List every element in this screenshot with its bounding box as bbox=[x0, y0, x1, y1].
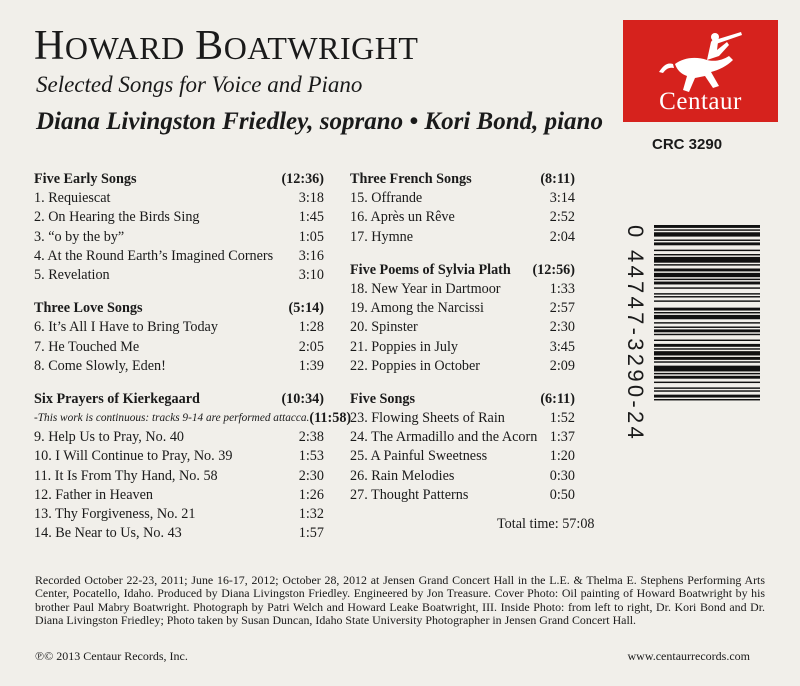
barcode-bar bbox=[654, 232, 760, 236]
composer-first-rest: OWARD bbox=[64, 30, 185, 66]
track-row bbox=[34, 447, 324, 466]
barcode-bar bbox=[654, 399, 760, 400]
work-title-time: (5:14) bbox=[288, 300, 324, 317]
barcode-bar bbox=[654, 373, 760, 374]
barcode-bar bbox=[654, 264, 760, 265]
barcode-digits bbox=[623, 225, 652, 465]
work-title-label: Five Songs bbox=[350, 390, 416, 407]
barcode-bar bbox=[654, 240, 760, 241]
track-row bbox=[34, 266, 324, 285]
barcode-bar bbox=[654, 279, 760, 280]
barcode-bar bbox=[654, 361, 760, 362]
track-row-label: 19. Among the Narcissi bbox=[350, 300, 484, 317]
track-row bbox=[350, 318, 575, 337]
track-row-time: 3:45 bbox=[549, 338, 575, 355]
track-row-label: 10. I Will Continue to Pray, No. 39 bbox=[34, 448, 233, 465]
album-subtitle: Selected Songs for Voice and Piano bbox=[36, 72, 363, 97]
work-title-label: Three French Songs bbox=[350, 171, 472, 187]
catalog-number: CRC 3290 bbox=[652, 136, 723, 153]
track-row-label: 16. Après un Rêve bbox=[350, 209, 455, 226]
barcode-bar bbox=[654, 315, 760, 319]
barcode-bar bbox=[654, 387, 760, 388]
track-row-label: 13. Thy Forgiveness, No. 21 bbox=[34, 506, 196, 522]
track-row-time: 3:10 bbox=[298, 266, 324, 283]
barcode-bar bbox=[654, 340, 760, 341]
barcode-bar bbox=[654, 351, 760, 355]
barcode-bar bbox=[654, 282, 760, 285]
track-row bbox=[350, 486, 575, 505]
track-row bbox=[350, 338, 575, 357]
track-row-time: 2:38 bbox=[298, 429, 324, 446]
track-row-label: 4. At the Round Earth’s Imagined Corners bbox=[34, 247, 274, 264]
track-row bbox=[350, 467, 575, 486]
barcode-bar bbox=[654, 269, 760, 272]
centaur-logo bbox=[623, 20, 778, 122]
track-row bbox=[34, 486, 324, 505]
track-row-label: 25. A Painful Sweetness bbox=[350, 448, 488, 465]
work-title bbox=[34, 299, 324, 318]
track-row-label: 5. Revelation bbox=[34, 266, 110, 283]
barcode-bar bbox=[654, 327, 760, 328]
track-row-label: 20. Spinster bbox=[350, 319, 418, 336]
work-title-time: (8:11) bbox=[540, 171, 575, 187]
work-title-time: (6:11) bbox=[540, 390, 575, 407]
track-row-time: 1:45 bbox=[298, 209, 324, 226]
composer-last-rest: OATWRIGHT bbox=[223, 30, 419, 66]
track-row-time: 1:05 bbox=[298, 228, 324, 245]
track-row bbox=[34, 247, 324, 266]
work-title bbox=[350, 170, 575, 189]
track-row bbox=[34, 338, 324, 357]
track-row-time: 2:04 bbox=[549, 228, 575, 245]
barcode-bar bbox=[654, 344, 760, 347]
track-row bbox=[34, 467, 324, 486]
track-row-label: 21. Poppies in July bbox=[350, 338, 458, 355]
tracklist-left bbox=[34, 170, 352, 543]
track-row-time: 2:52 bbox=[549, 209, 575, 226]
barcode-bar bbox=[654, 312, 760, 313]
track-row bbox=[350, 280, 575, 299]
barcode-bar bbox=[654, 329, 760, 332]
track-row-time: 1:26 bbox=[298, 486, 324, 503]
track-row-label: 17. Hymne bbox=[350, 228, 414, 245]
track-row-time: 2:57 bbox=[549, 300, 575, 317]
barcode-bar bbox=[654, 287, 760, 288]
barcode-bar bbox=[654, 308, 760, 311]
barcode-bar bbox=[654, 273, 760, 277]
work-title-time: (10:34) bbox=[281, 390, 324, 407]
work-note-time: (11:58) bbox=[309, 410, 352, 427]
barcode-bar bbox=[654, 229, 760, 230]
track-row-time: 0:30 bbox=[549, 467, 575, 484]
website-link[interactable]: www.centaurrecords.com bbox=[627, 649, 750, 663]
track-row-label: 27. Thought Patterns bbox=[350, 486, 469, 503]
barcode-number: 0 44747-3290-24 bbox=[623, 225, 648, 443]
barcode-bar bbox=[654, 225, 760, 228]
track-row-time: 0:50 bbox=[549, 486, 575, 503]
work-title-time: (12:56) bbox=[532, 261, 575, 278]
barcode-bar bbox=[654, 366, 760, 372]
track-row bbox=[350, 228, 575, 247]
logo-text: Centaur bbox=[659, 88, 742, 115]
track-row-time: 1:37 bbox=[549, 429, 575, 446]
track-row-label: 15. Offrande bbox=[350, 190, 423, 207]
track-row-label: 26. Rain Melodies bbox=[350, 467, 455, 484]
track-row-time: 3:14 bbox=[549, 190, 575, 207]
performers-line: Diana Livingston Friedley, soprano • Kori Bond, piano bbox=[36, 108, 603, 135]
work-title bbox=[350, 261, 575, 280]
barcode-bar bbox=[654, 257, 760, 263]
barcode-bar bbox=[654, 254, 760, 255]
track-row-label: 1. Requiescat bbox=[34, 190, 111, 207]
barcode-bar bbox=[654, 357, 760, 360]
track-row-label: 6. It’s All I Have to Bring Today bbox=[34, 319, 218, 336]
work-title bbox=[34, 390, 324, 409]
barcode bbox=[623, 225, 758, 465]
track-row bbox=[350, 357, 575, 376]
barcode-bar bbox=[654, 376, 760, 379]
track-row-time: 2:05 bbox=[298, 338, 324, 355]
tracklist-right bbox=[350, 170, 575, 505]
track-row-label: 7. He Touched Me bbox=[34, 338, 140, 355]
work-title-time: (12:36) bbox=[281, 171, 324, 187]
barcode-bar bbox=[654, 250, 760, 251]
track-row bbox=[34, 189, 324, 208]
track-row-label: 2. On Hearing the Birds Sing bbox=[34, 209, 200, 226]
track-row-time: 2:30 bbox=[298, 467, 324, 484]
track-row-time: 2:30 bbox=[549, 319, 575, 336]
composer-name: HOWARD BOATWRIGHT bbox=[34, 23, 419, 69]
track-row-time: 2:09 bbox=[549, 357, 575, 374]
work-title-label: Five Poems of Sylvia Plath bbox=[350, 261, 511, 278]
barcode-bar bbox=[654, 322, 760, 323]
track-row bbox=[350, 428, 575, 447]
track-row-label: 12. Father in Heaven bbox=[34, 486, 153, 503]
track-row bbox=[34, 228, 324, 247]
track-row-time: 1:39 bbox=[298, 357, 324, 374]
track-row-time: 1:52 bbox=[549, 410, 575, 427]
track-row bbox=[350, 208, 575, 227]
barcode-bar bbox=[654, 382, 760, 383]
copyright-notice: ℗© 2013 Centaur Records, Inc. bbox=[35, 649, 188, 663]
track-row-label: 24. The Armadillo and the Acorn bbox=[350, 429, 538, 446]
barcode-bar bbox=[654, 390, 760, 391]
track-row bbox=[34, 524, 324, 543]
track-row-time: 1:32 bbox=[298, 506, 324, 522]
track-row bbox=[34, 428, 324, 447]
track-row-time: 1:28 bbox=[298, 319, 324, 336]
work-title bbox=[350, 390, 575, 409]
track-row bbox=[350, 299, 575, 318]
track-row bbox=[350, 189, 575, 208]
work-title-label: Five Early Songs bbox=[34, 171, 137, 187]
barcode-bar bbox=[654, 300, 760, 301]
barcode-bar bbox=[654, 296, 760, 297]
track-row bbox=[34, 357, 324, 376]
track-row-label: 18. New Year in Dartmoor bbox=[350, 280, 501, 297]
work-title bbox=[34, 170, 324, 189]
total-time: Total time: 57:08 bbox=[497, 516, 595, 532]
track-row-time: 1:57 bbox=[298, 525, 324, 542]
track-row-time: 3:18 bbox=[298, 190, 324, 207]
track-row-time: 3:16 bbox=[298, 247, 324, 264]
track-row bbox=[34, 318, 324, 337]
track-row-time: 1:20 bbox=[549, 448, 575, 465]
track-row-label: 14. Be Near to Us, No. 43 bbox=[34, 525, 182, 542]
work-title-label: Three Love Songs bbox=[34, 300, 143, 317]
barcode-bar bbox=[654, 334, 760, 335]
track-row-time: 1:33 bbox=[549, 280, 575, 297]
work-title-label: Six Prayers of Kierkegaard bbox=[34, 390, 200, 407]
track-row bbox=[34, 505, 324, 524]
track-row bbox=[350, 447, 575, 466]
track-row-label: 9. Help Us to Pray, No. 40 bbox=[34, 429, 185, 446]
track-row-label: 11. It Is From Thy Hand, No. 58 bbox=[34, 467, 218, 484]
barcode-bar bbox=[654, 242, 760, 245]
barcode-bar bbox=[654, 293, 760, 294]
track-row-time: 1:53 bbox=[298, 448, 324, 465]
barcode-bar bbox=[654, 348, 760, 349]
track-row-label: 3. “o by the by” bbox=[34, 228, 125, 245]
track-row bbox=[34, 208, 324, 227]
work-note-label: -This work is continuous: tracks 9-14 are performed attacca. bbox=[34, 412, 310, 425]
barcode-bars bbox=[654, 225, 760, 465]
recording-credits: Recorded October 22-23, 2011; June 16-17, 2012; October 28, 2012 at Jensen Grand Concert Hall in the L.E. & Thelma E. Stephens Performing Arts Center, Pocatello, Idaho. Produced by Diana Livingston Friedley. Engineered by Jon Treasure. Cover Photo: Oil painting of Howard Boatwright by his brother Paul Mabry Boatwright. Photograph by Patri Welch and Howard Leake Boatwright, III. Inside Photo: from left to right, Dr. Kori Bond and Dr. Diana Livingston Friedley; Photo taken by Susan Duncan, Idaho State University Photographer in Jensen Grand Concert Hall. bbox=[35, 573, 765, 627]
track-row bbox=[350, 409, 575, 428]
track-row-label: 8. Come Slowly, Eden! bbox=[34, 357, 166, 374]
track-row-label: 23. Flowing Sheets of Rain bbox=[350, 410, 505, 427]
work-note bbox=[34, 409, 352, 428]
barcode-bar bbox=[654, 395, 760, 398]
track-row-label: 22. Poppies in October bbox=[350, 357, 481, 374]
